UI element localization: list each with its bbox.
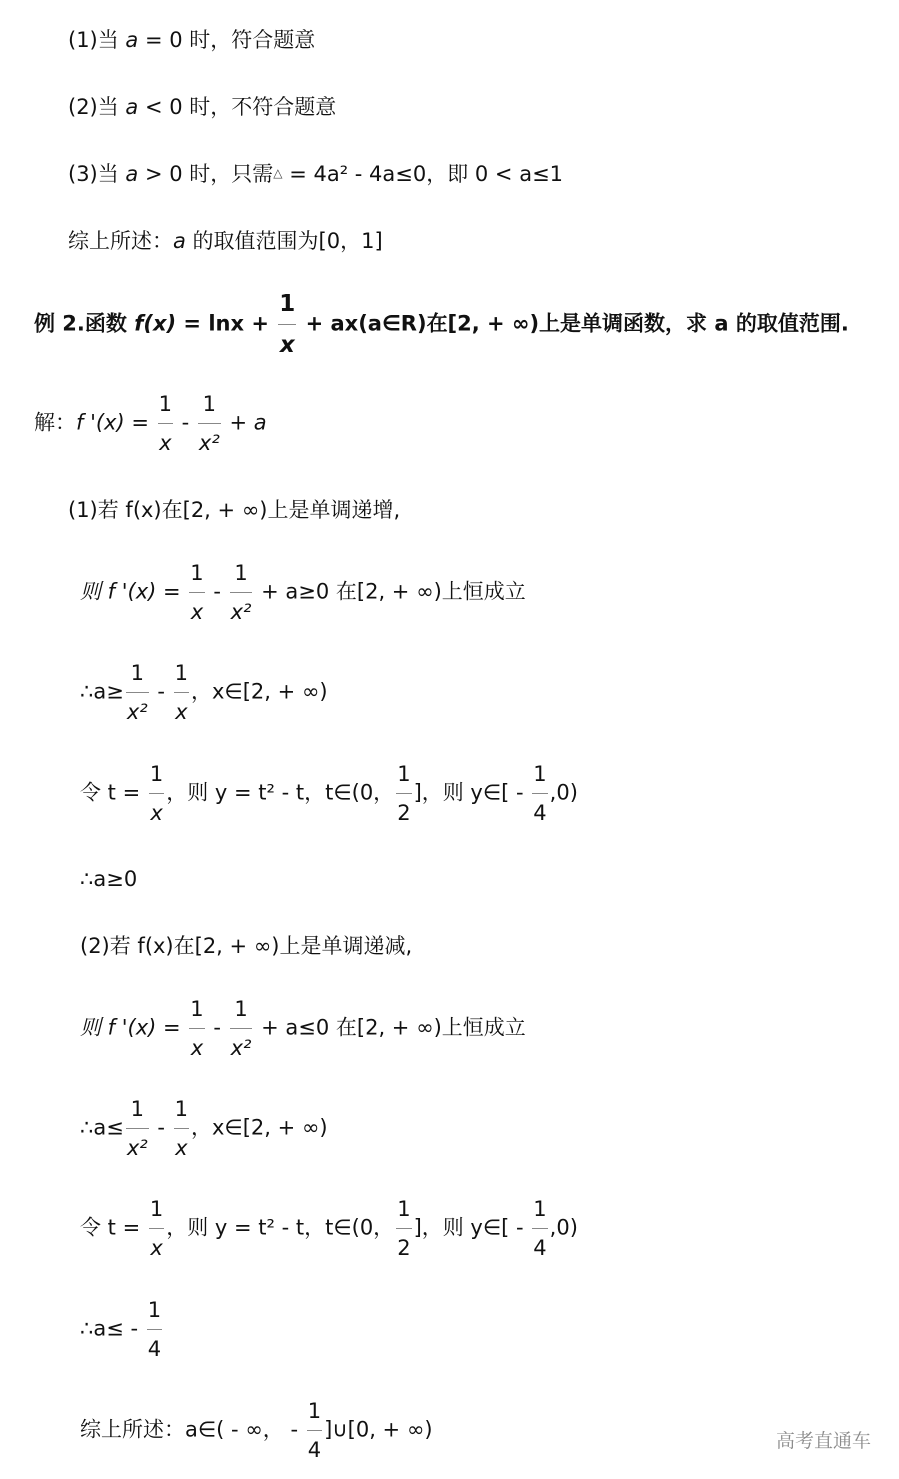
fraction: $\frac{1}{4}$ [147,1298,162,1362]
case-prev-2: (2)当 a < 0 时，不符合题意 [68,95,337,119]
fraction: $\frac{1}{4}$ [533,762,547,826]
fraction: $\frac{1}{4}$ [533,1197,547,1261]
fraction: $\frac{1}{x}$ [190,561,204,625]
case2-line1: 则 f '(x) = $\frac{1}{x}$ - $\frac{1}{\text{x²}}$ + a≤0 在[2, + ∞)上恒成立 [80,997,526,1061]
fraction: $\frac{1}{\text{x²}}$ [230,561,252,625]
fraction: $\frac{1}{\text{x²}}$ [230,997,252,1061]
fraction: $\frac{1}{4}$ [307,1399,322,1463]
final-summary: 综上所述：a∈( - ∞， - $\frac{1}{4}$ ]∪[0, + ∞) [80,1399,433,1463]
case-prev-1: (1)当 a = 0 时，符合题意 [68,28,316,52]
case1-line1: 则 f '(x) = $\frac{1}{x}$ - $\frac{1}{\text{x²}}$ + a≥0 在[2, + ∞)上恒成立 [80,561,526,625]
case2-line4: ∴a≤ - $\frac{1}{4}$ [80,1298,162,1362]
fraction: $\frac{1}{x}$ [279,291,296,359]
fraction: $\frac{1}{2}$ [397,762,411,826]
case1-line4: ∴a≥0 [80,867,138,891]
summary-prev: 综上所述：a 的取值范围为[0，1] [68,229,383,253]
case2-line2: ∴a≤ $\frac{1}{\text{x²}}$ - $\frac{1}{x}$ ，x∈[2, + ∞) [80,1097,328,1161]
fraction: $\frac{1}{2}$ [397,1197,411,1261]
case1-line2: ∴a≥ $\frac{1}{\text{x²}}$ - $\frac{1}{x}$ ，x∈[2, + ∞) [80,661,328,725]
solution-derivative: 解：f '(x) = $\frac{1}{x}$ - $\frac{1}{\text{x²}}$ + a [34,392,267,456]
fraction: $\frac{1}{x}$ [174,1097,188,1161]
case2-line3: 令 t = $\frac{1}{x}$ ，则 y = t² - t，t∈(0， $\frac{1}{2}$ ]，则 y∈[ - $\frac{1}{4}$ ,0) [80,1197,578,1261]
fraction: $\frac{1}{x}$ [158,392,172,456]
fraction: $\frac{1}{x}$ [190,997,204,1061]
fraction: $\frac{1}{\text{x²}}$ [126,1097,148,1161]
case-prev-3: (3)当 a > 0 时，只需△ = 4a² - 4a≤0，即 0 < a≤1 [68,162,564,186]
fraction: $\frac{1}{\text{x²}}$ [198,392,220,456]
case2-title: (2)若 f(x)在[2, + ∞)上是单调递减, [80,934,413,958]
fraction: $\frac{1}{x}$ [174,661,188,725]
fraction: $\frac{1}{x}$ [149,1197,164,1261]
watermark: 高考直通车 [775,1430,871,1452]
triangle-delta-icon: △ [273,166,283,180]
fraction: $\frac{1}{\text{x²}}$ [126,661,148,725]
case1-line3: 令 t = $\frac{1}{x}$ ，则 y = t² - t，t∈(0， $\frac{1}{2}$ ]，则 y∈[ - $\frac{1}{4}$ ,0) [80,762,578,826]
example-title: 例 2.函数 f(x) = lnx + $\frac{1}{x}$ + ax(a∈R)在[2, + ∞)上是单调函数，求 a 的取值范围. [34,291,849,359]
fraction: $\frac{1}{x}$ [149,762,164,826]
case1-title: (1)若 f(x)在[2, + ∞)上是单调递增, [68,498,401,522]
